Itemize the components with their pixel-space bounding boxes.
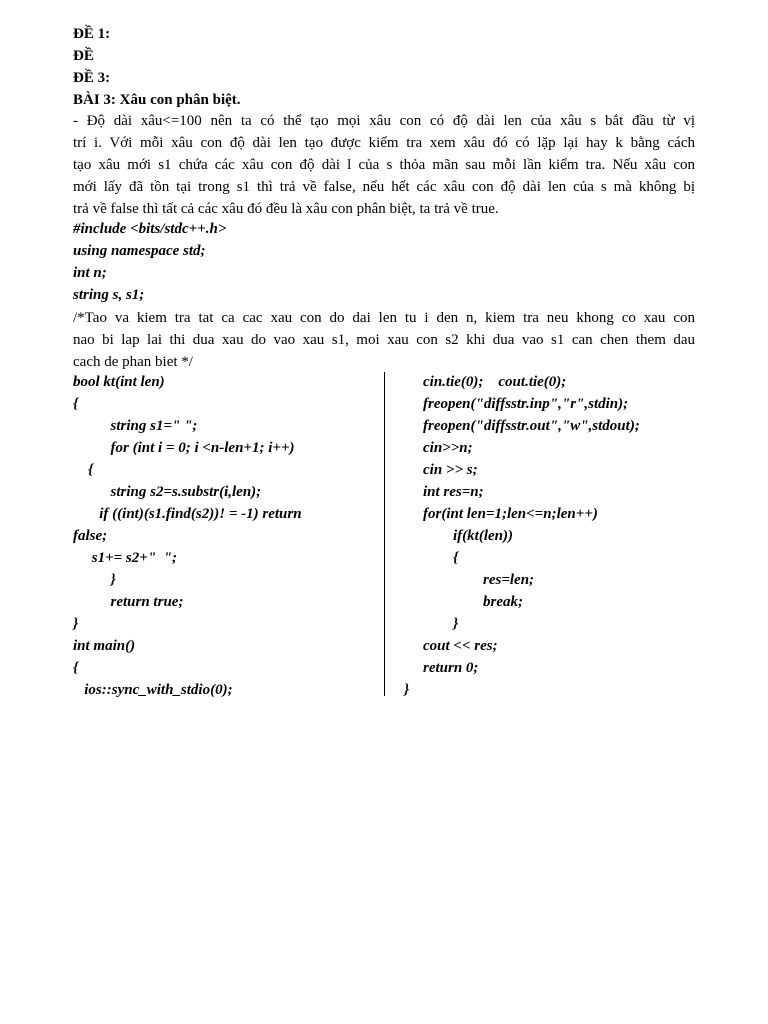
code-line: { [423,550,459,566]
heading-de2: ĐỀ [73,48,94,64]
code-line: cin >> s; [423,462,478,478]
code-string-decl: string s, s1; [73,287,145,303]
code-line: if ((int)(s1.find(s2))! = -1) return [73,506,302,522]
code-line: string s2=s.substr(i,len); [73,484,262,500]
code-line: cin.tie(0); cout.tie(0); [423,374,567,390]
explanation-line: trả về false thì tất cả các xâu đó đều là xâu con phân biệt, ta trả về true. [73,201,499,217]
code-line: break; [423,594,523,610]
code-line: return true; [73,594,184,610]
code-line: cin>>n; [423,440,473,456]
code-line: false; [73,528,108,544]
code-line: } [73,572,116,588]
explanation-line: - Độ dài xâu<=100 nên ta có thể tạo mọi xâu con có độ dài len của xâu s bắt đầu từ vị [73,113,695,129]
heading-de3: ĐỀ 3: [73,70,111,86]
code-line: for(int len=1;len<=n;len++) [423,506,598,522]
code-line: } [73,616,79,632]
heading-de1: ĐỀ 1: [73,26,111,42]
code-line: { [73,462,94,478]
comment-line: nao bi lap lai thi dua xau do vao xau s1, moi xau con s2 khi dua vao s1 can chen them dau [73,332,695,348]
code-line: for (int i = 0; i <n-len+1; i++) [73,440,295,456]
code-line: return 0; [423,660,479,676]
code-line: { [73,660,79,676]
code-line: freopen("diffsstr.inp","r",stdin); [423,396,629,412]
code-line: } [404,682,410,698]
code-line: int main() [73,638,136,654]
code-int-n: int n; [73,265,107,281]
code-include: #include <bits/stdc++.h> [73,221,227,237]
code-line: cout << res; [423,638,498,654]
code-line: s1+= s2+" "; [73,550,177,566]
code-line: } [423,616,459,632]
code-line: string s1=" "; [73,418,198,434]
code-line: ios::sync_with_stdio(0); [73,682,233,698]
code-line: { [73,396,79,412]
explanation-line: mới lấy đã tồn tại trong s1 thì trả về false, nếu hết các xâu con độ dài len của s mà không bị [73,179,695,195]
code-line: int res=n; [423,484,484,500]
explanation-line: trí i. Với mỗi xâu con độ dài len tạo được kiểm tra xem xâu đó có lặp lại hay k bằng cách [73,135,695,151]
explanation-line: tạo xâu mới s1 chứa các xâu con độ dài l của s thỏa mãn sau mỗi lần kiểm tra. Nếu xâu con [73,157,695,173]
comment-line: cach de phan biet */ [73,354,193,370]
comment-line: /*Tao va kiem tra tat ca cac xau con do dai len tu i den n, kiem tra neu khong co xau con [73,310,695,326]
code-line: freopen("diffsstr.out","w",stdout); [423,418,640,434]
column-divider [384,372,385,696]
code-line: res=len; [423,572,535,588]
code-line: if(kt(len)) [423,528,513,544]
heading-bai3: BÀI 3: Xâu con phân biệt. [73,92,241,108]
code-namespace: using namespace std; [73,243,206,259]
code-line: bool kt(int len) [73,374,165,390]
